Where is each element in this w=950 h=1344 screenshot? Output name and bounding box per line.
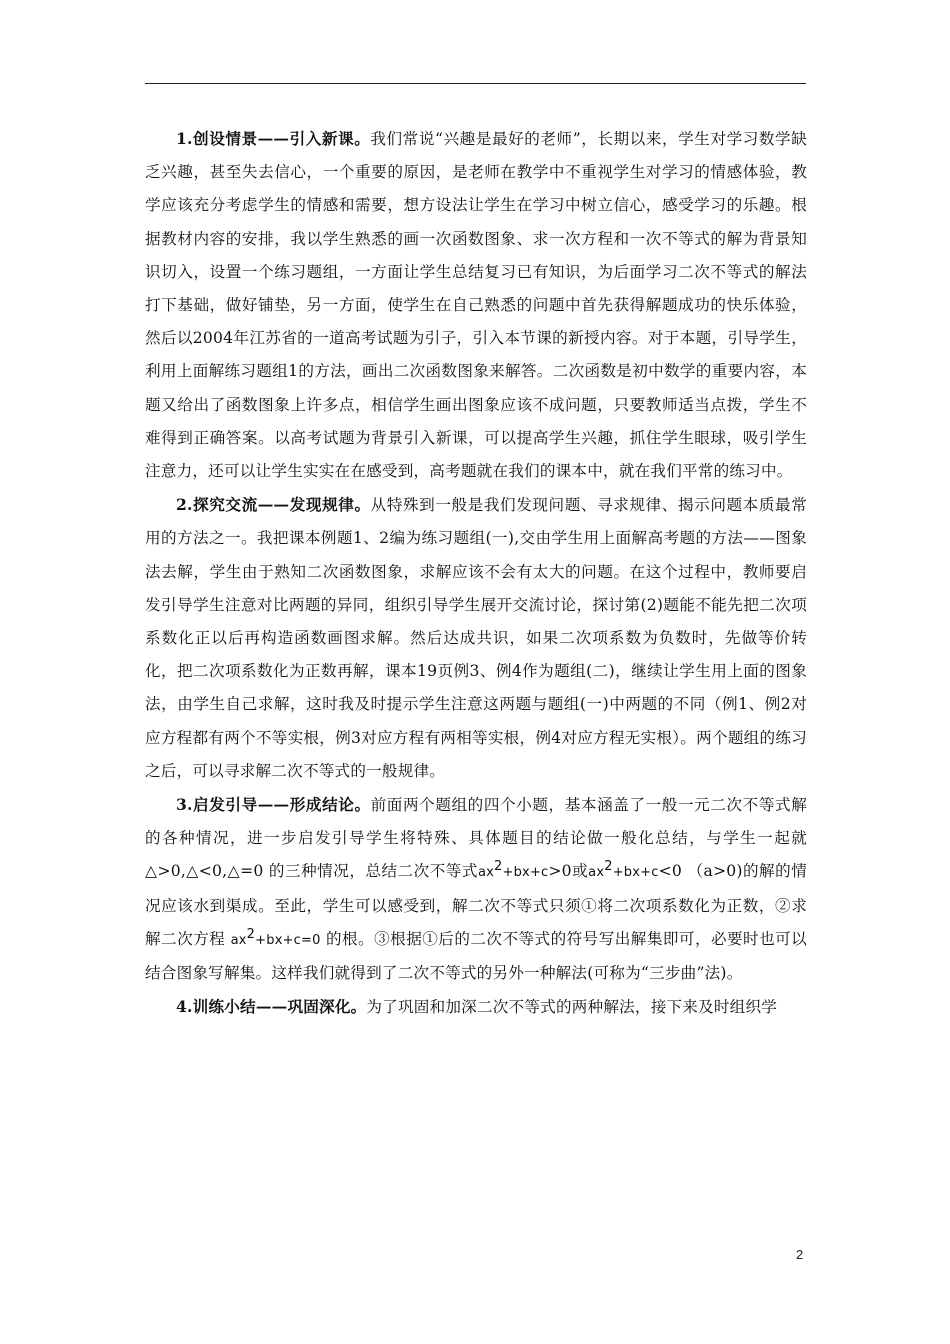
paragraph-3-text: 前面两个题组的四个小题，基本涵盖了一般一元二次不等式解的各种情况，进一步启发引导学生将特殊、具体题目的结论做一般化总结，与学生一起就△>0,△<0,△=0 的三种情况，总结二次不等式 — [145, 796, 807, 881]
formula-exponent: 2 — [494, 859, 503, 875]
paragraph-3-text: >0或 — [548, 862, 589, 881]
paragraph-3-text: 的根。③根据①后的二次不等式的符号写出解集即可，必要时也可以结合图象写解集。这样我们就得到了二次不等式的另外一种解法(可称为“三步曲”法)。 — [145, 929, 807, 983]
paragraph-2-text: 从特殊到一般是我们发现问题、寻求规律、揭示问题本质最常用的方法之一。我把课本例题1、2编为练习题组(一),交由学生用上面解高考题的方法——图象法去解，学生由于熟知二次函数图象，求解应该不会有太大的问题。在这个过程中，教师要启发引导学生注意对比两题的异同，组织引导学生展开交流讨论，探讨第(2)题能不能先把二次项系数化正以后再构造函数画图求解。然后达成共识，如果二次项系数为负数时，先做等价转化，把二次项系数化为正数再解，课本19页例3、例4作为题组(二)，继续让学生用上面的图象法，由学生自己求解，这时我及时提示学生注意这两题与题组(一)中两题的不同（例1、例2对应方程都有两个不等实根，例3对应方程有两相等实根，例4对应方程无实根）。两个题组的练习之后，可以寻求解二次不等式的一般规律。 — [145, 496, 807, 780]
paragraph-4 — [145, 990, 807, 1024]
formula-ax: ax — [477, 865, 495, 881]
document-body — [145, 122, 807, 1024]
formula-rest: +bx+c — [502, 865, 549, 881]
paragraph-3-heading: 3.启发引导——形成结论。 — [176, 795, 371, 815]
page-number: 2 — [796, 1247, 804, 1262]
formula-exponent: 2 — [604, 859, 613, 875]
formula-rest: +bx+c — [612, 865, 659, 881]
paragraph-1 — [145, 122, 807, 488]
formula-exponent: 2 — [246, 926, 256, 942]
paragraph-2-heading: 2.探究交流——发现规律。 — [176, 495, 371, 515]
header-rule — [145, 83, 806, 84]
paragraph-1-text: 我们常说“兴趣是最好的老师”，长期以来，学生对学习数学缺乏兴趣，甚至失去信心，一个重要的原因，是老师在教学中不重视学生对学习的情感体验，教学应该充分考虑学生的情感和需要，想方设法让学生在学习中树立信心，感受学习的乐趣。根据教材内容的安排，我以学生熟悉的画一次函数图象、求一次方程和一次不等式的解为背景知识切入，设置一个练习题组，一方面让学生总结复习已有知识，为后面学习二次不等式的解法打下基础，做好铺垫，另一方面，使学生在自己熟悉的问题中首先获得解题成功的快乐体验，然后以2004年江苏省的一道高考试题为引子，引入本节课的新授内容。对于本题，引导学生，利用上面解练习题组1的方法，画出二次函数图象来解答。二次函数是初中数学的重要内容，本题又给出了函数图象上许多点，相信学生画出图象应该不成问题，只要教师适当点拨，学生不难得到正确答案。以高考试题为背景引入新课，可以提高学生兴趣，抓住学生眼球，吸引学生注意力，还可以让学生实实在在感受到，高考题就在我们的课本中，就在我们平常的练习中。 — [145, 130, 807, 481]
paragraph-2 — [145, 488, 807, 788]
paragraph-3-text: <0 （a>0)的解的情况应该水到渠成。至此，学生可以感受到，解二次不等式只须①将二次项系数化为正数，②求解二次方程 — [145, 862, 808, 948]
paragraph-1-heading: 1.创设情景——引入新课。 — [176, 129, 371, 148]
paragraph-4-text: 为了巩固和加深二次不等式的两种解法，接下来及时组织学 — [366, 998, 778, 1017]
formula-ax: ax — [588, 865, 605, 881]
formula-rest: +bx+c=0 — [255, 932, 321, 948]
paragraph-4-heading: 4.训练小结——巩固深化。 — [176, 997, 367, 1017]
formula-ax: ax — [230, 932, 247, 948]
paragraph-3 — [145, 788, 807, 990]
